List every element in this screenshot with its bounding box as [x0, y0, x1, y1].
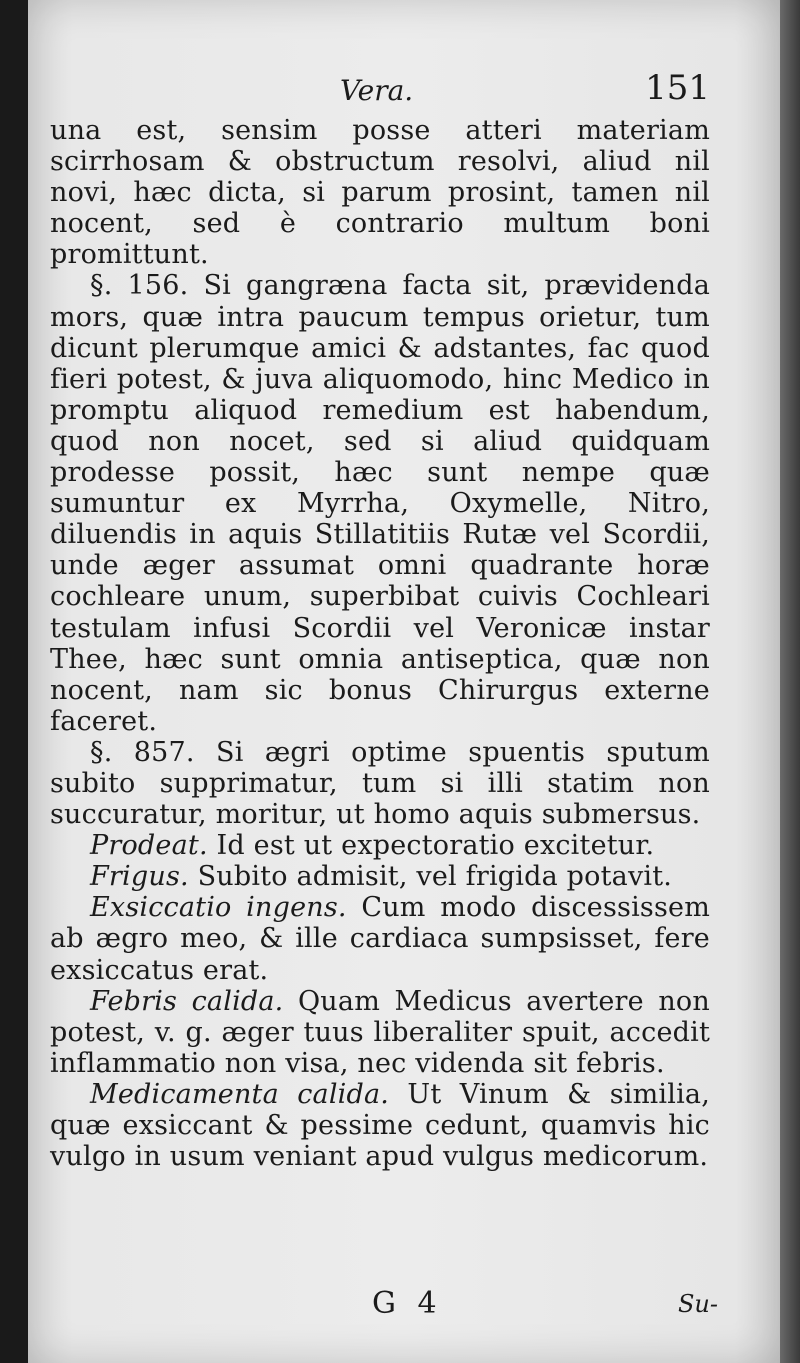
text-febris: Quam Medicus avertere non potest, v. g. æger tuus liberaliter spuit, accedit inflammatio non visa, nec videnda sit febris. — [50, 985, 710, 1079]
term-frigus: Frigus. — [90, 861, 189, 893]
term-febris: Febris calida. — [90, 985, 284, 1017]
paragraph-section-156: §. 156. Si gangræna facta sit, prævidenda mors, quæ intra paucum tempus orietur, tum dicunt plerumque amici & adstantes, fac quod fieri potest, & juva aliquomodo, hinc Medico in promptu aliquod remedium est habendum, quod non nocet, sed si aliud quidquam prodesse possit, hæc sunt nempe quæ sumuntur ex Myrrha, Oxymelle, Nitro, diluendis in aquis Stillatitiis Rutæ vel Scordii, unde æger assumat omni quadrante horæ cochleare unum, superbibat cuivis Cochleari testulam infusi Scordii vel Veronicæ instar Thee, hæc sunt omnia antiseptica, quæ non nocent, nam sic bonus Chirurgus externe faceret. — [50, 270, 710, 737]
paragraph-continuation: una est, sensim posse atteri materiam scirrhosam & obstructum resolvi, aliud nil novi, hæc dicta, si parum prosint, tamen nil nocent, sed è contrario multum boni promittunt. — [50, 115, 710, 271]
paragraph-section-857: §. 857. Si ægri optime spuentis sputum subito supprimatur, tum si illi statim non succuratur, moritur, ut homo aquis submersus. — [50, 736, 710, 831]
paragraph-frigus — [50, 861, 710, 892]
page-edge-shadow — [780, 0, 800, 1363]
term-exsiccatio: Exsiccatio ingens. — [90, 892, 347, 924]
catchword: Su- — [677, 1290, 718, 1318]
page-body — [50, 115, 710, 1172]
paragraph-medicamenta — [50, 1079, 710, 1172]
signature-mark: G 4 — [372, 1286, 443, 1321]
paragraph-prodeat — [50, 830, 710, 861]
text-frigus: Subito admisit, vel frigida potavit. — [188, 861, 673, 893]
text-medicamenta: Ut Vinum & similia, quæ exsiccant & pessime cedunt, quamvis hic vulgo in usum veniant apud vulgus medicorum. — [50, 1078, 710, 1173]
page-number: 151 — [645, 68, 710, 108]
page-footer — [50, 1286, 718, 1326]
running-title: Vera. — [340, 74, 414, 107]
text-exsiccatio: Cum modo discessissem ab ægro meo, & ille cardiaca sumpsisset, fere exsiccatus erat. — [50, 892, 710, 986]
paragraph-exsiccatio — [50, 892, 710, 985]
term-medicamenta: Medicamenta calida. — [90, 1078, 390, 1110]
page-header — [50, 68, 710, 110]
text-prodeat: Id est ut expectoratio excitetur. — [207, 830, 655, 862]
paragraph-febris — [50, 986, 710, 1079]
term-prodeat: Prodeat. — [90, 830, 208, 862]
